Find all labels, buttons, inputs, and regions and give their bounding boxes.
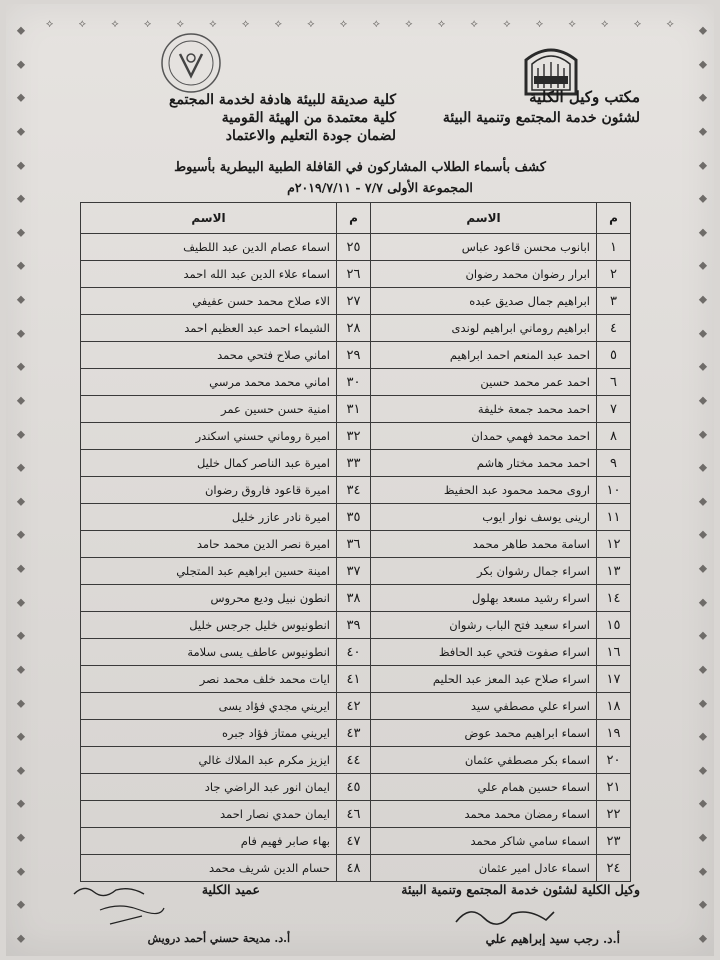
student-name-2: اماني صلاح فتحي محمد: [81, 342, 337, 369]
row-number-1: ٥: [597, 342, 631, 369]
student-name-1: ابانوب محسن قاعود عباس: [371, 234, 597, 261]
table-row: [81, 612, 631, 639]
row-number-2: ٤٠: [337, 639, 371, 666]
top-border-ornament: ⟡ ⟡ ⟡ ⟡ ⟡ ⟡ ⟡ ⟡ ⟡ ⟡ ⟡ ⟡ ⟡ ⟡ ⟡ ⟡ ⟡ ⟡ ⟡ ⟡: [46, 17, 674, 30]
vice-dean-signature-icon: [450, 900, 560, 930]
student-name-2: اماني محمد محمد مرسي: [81, 369, 337, 396]
row-number-1: ٦: [597, 369, 631, 396]
student-name-2: ايريني ممتاز فؤاد جبره: [81, 720, 337, 747]
row-number-2: ٣١: [337, 396, 371, 423]
table-row: [81, 531, 631, 558]
office-header: [430, 88, 640, 126]
document-title: كشف بأسماء الطلاب المشاركون في القافلة الطبية البيطرية بأسيوط: [174, 160, 546, 175]
table-row: [81, 693, 631, 720]
table-row: [81, 450, 631, 477]
row-number-2: ٤٤: [337, 747, 371, 774]
row-number-1: ٤: [597, 315, 631, 342]
table-row: [81, 747, 631, 774]
office-subtitle: لشئون خدمة المجتمع وتنمية البيئة: [442, 110, 640, 126]
student-name-1: اسراء رشيد مسعد بهلول: [371, 585, 597, 612]
table-row: [81, 369, 631, 396]
student-name-1: اسماء بكر مصطفي عثمان: [371, 747, 597, 774]
student-name-1: اسماء ابراهيم محمد عوض: [371, 720, 597, 747]
table-row: [81, 828, 631, 855]
left-border-ornament: ⬥ ⬥ ⬥ ⬥ ⬥ ⬥ ⬥ ⬥ ⬥ ⬥ ⬥ ⬥ ⬥ ⬥ ⬥ ⬥ ⬥ ⬥ ⬥ ⬥ ⬥ ⬥ ⬥ ⬥ ⬥ ⬥ ⬥ ⬥: [16, 23, 26, 945]
table-row: [81, 639, 631, 666]
table-row: [81, 774, 631, 801]
header-name-1: الاسم: [371, 203, 597, 234]
row-number-1: ١٩: [597, 720, 631, 747]
row-number-1: ٢٤: [597, 855, 631, 882]
students-table: [80, 202, 631, 882]
student-name-1: اسراء صلاح عبد المعز عبد الحليم: [371, 666, 597, 693]
student-name-2: اسماء علاء الدين عبد الله احمد: [81, 261, 337, 288]
student-name-2: ايمان حمدي نصار احمد: [81, 801, 337, 828]
row-number-2: ٢٥: [337, 234, 371, 261]
table-row: [81, 585, 631, 612]
table-row: [81, 315, 631, 342]
student-name-1: اسراء جمال رشوان بكر: [371, 558, 597, 585]
row-number-2: ٣٥: [337, 504, 371, 531]
student-name-2: الشيماء احمد عبد العظيم احمد: [81, 315, 337, 342]
row-number-1: ٢٣: [597, 828, 631, 855]
student-name-2: الاء صلاح محمد حسن عفيفي: [81, 288, 337, 315]
student-name-1: اسراء علي مصطفي سيد: [371, 693, 597, 720]
row-number-2: ٣٧: [337, 558, 371, 585]
row-number-2: ٤٥: [337, 774, 371, 801]
vice-dean-title: وكيل الكلية لشئون خدمة المجتمع وتنمية البيئة: [401, 882, 640, 897]
row-number-1: ١١: [597, 504, 631, 531]
student-name-1: احمد محمد مختار هاشم: [371, 450, 597, 477]
row-number-2: ٣٠: [337, 369, 371, 396]
student-name-2: ايات محمد خلف محمد نصر: [81, 666, 337, 693]
student-name-1: احمد عبد المنعم احمد ابراهيم: [371, 342, 597, 369]
table-row: [81, 720, 631, 747]
table-row: [81, 477, 631, 504]
student-name-1: اسماء عادل امير عثمان: [371, 855, 597, 882]
row-number-1: ٢١: [597, 774, 631, 801]
row-number-1: ١٣: [597, 558, 631, 585]
dean-signature-icon: [70, 880, 170, 930]
row-number-1: ٢٠: [597, 747, 631, 774]
student-name-1: اسماء رمضان محمد محمد: [371, 801, 597, 828]
row-number-2: ٣٨: [337, 585, 371, 612]
dean-name: أ.د. مديحة حسني أحمد درويش: [147, 932, 290, 945]
accreditation-line1: كلية معتمدة من الهيئة القومية: [221, 110, 396, 126]
student-name-1: احمد محمد فهمي حمدان: [371, 423, 597, 450]
table-row: [81, 342, 631, 369]
office-title: مكتب وكيل الكلية: [529, 88, 640, 106]
table-row: [81, 855, 631, 882]
row-number-1: ٣: [597, 288, 631, 315]
student-name-1: اسماء حسين همام علي: [371, 774, 597, 801]
row-number-2: ٢٩: [337, 342, 371, 369]
row-number-1: ١٥: [597, 612, 631, 639]
student-name-2: امنية حسن حسين عمر: [81, 396, 337, 423]
table-row: [81, 801, 631, 828]
student-name-2: اميرة روماني حسني اسكندر: [81, 423, 337, 450]
right-border-ornament: ⬥ ⬥ ⬥ ⬥ ⬥ ⬥ ⬥ ⬥ ⬥ ⬥ ⬥ ⬥ ⬥ ⬥ ⬥ ⬥ ⬥ ⬥ ⬥ ⬥ ⬥ ⬥ ⬥ ⬥ ⬥ ⬥ ⬥ ⬥: [698, 23, 708, 945]
student-name-2: ايزيز مكرم عبد الملاك غالي: [81, 747, 337, 774]
header-num-1: م: [597, 203, 631, 234]
table-row: [81, 261, 631, 288]
student-name-2: اميرة عبد الناصر كمال خليل: [81, 450, 337, 477]
row-number-2: ٢٨: [337, 315, 371, 342]
row-number-2: ٣٢: [337, 423, 371, 450]
row-number-2: ٤٣: [337, 720, 371, 747]
student-name-2: انطون نبيل وديع محروس: [81, 585, 337, 612]
student-name-2: اسماء عصام الدين عبد اللطيف: [81, 234, 337, 261]
row-number-2: ٣٣: [337, 450, 371, 477]
row-number-2: ٣٩: [337, 612, 371, 639]
table-row: [81, 396, 631, 423]
student-name-2: بهاء صابر فهيم فام: [81, 828, 337, 855]
student-name-1: احمد عمر محمد حسين: [371, 369, 597, 396]
student-name-1: ابرار رضوان محمد رضوان: [371, 261, 597, 288]
student-name-1: اسراء سعيد فتح الباب رشوان: [371, 612, 597, 639]
vice-dean-name: أ.د. رجب سيد إبراهيم علي: [485, 932, 620, 946]
header-name-2: الاسم: [81, 203, 337, 234]
row-number-1: ٨: [597, 423, 631, 450]
row-number-2: ٤١: [337, 666, 371, 693]
student-name-2: ايريني مجدي فؤاد يسى: [81, 693, 337, 720]
student-name-1: احمد محمد جمعة خليفة: [371, 396, 597, 423]
table-header-row: [81, 203, 631, 234]
row-number-1: ١٤: [597, 585, 631, 612]
table-row: [81, 504, 631, 531]
row-number-2: ٤٢: [337, 693, 371, 720]
student-name-1: اروى محمد محمود عبد الحفيظ: [371, 477, 597, 504]
table-row: [81, 423, 631, 450]
student-name-2: ايمان انور عبد الراضي جاد: [81, 774, 337, 801]
student-name-2: انطونيوس خليل جرجس خليل: [81, 612, 337, 639]
student-name-1: اسماء سامي شاكر محمد: [371, 828, 597, 855]
row-number-1: ١٢: [597, 531, 631, 558]
row-number-1: ١٦: [597, 639, 631, 666]
table-row: [81, 234, 631, 261]
table-row: [81, 558, 631, 585]
row-number-1: ١٠: [597, 477, 631, 504]
student-name-2: انطونيوس عاطف يسى سلامة: [81, 639, 337, 666]
row-number-2: ٣٦: [337, 531, 371, 558]
student-name-1: ابراهيم جمال صديق عبده: [371, 288, 597, 315]
row-number-1: ٧: [597, 396, 631, 423]
student-name-2: اميرة قاعود فاروق رضوان: [81, 477, 337, 504]
college-header: [96, 92, 396, 144]
row-number-2: ٤٦: [337, 801, 371, 828]
student-name-1: اسراء صفوت فتحي عبد الحافظ: [371, 639, 597, 666]
dean-title: عميد الكلية: [201, 882, 260, 897]
eco-college-seal-icon: [160, 32, 222, 94]
accreditation-line2: لضمان جودة التعليم والاعتماد: [225, 128, 396, 144]
college-slogan: كلية صديقة للبيئة هادفة لخدمة المجتمع: [169, 92, 396, 108]
student-name-1: ابراهيم روماني ابراهيم لوندى: [371, 315, 597, 342]
table-row: [81, 288, 631, 315]
row-number-2: ٢٧: [337, 288, 371, 315]
row-number-2: ٤٧: [337, 828, 371, 855]
header-num-2: م: [337, 203, 371, 234]
row-number-1: ١٨: [597, 693, 631, 720]
row-number-1: ١: [597, 234, 631, 261]
row-number-1: ١٧: [597, 666, 631, 693]
document-subtitle: المجموعة الأولى ٧/٧ - ٢٠١٩/٧/١١م: [287, 180, 473, 195]
student-name-1: اسامة محمد طاهر محمد: [371, 531, 597, 558]
student-name-1: ارينى يوسف نوار ايوب: [371, 504, 597, 531]
row-number-2: ٤٨: [337, 855, 371, 882]
student-name-2: اميرة نصر الدين محمد حامد: [81, 531, 337, 558]
student-name-2: حسام الدين شريف محمد: [81, 855, 337, 882]
row-number-1: ٢٢: [597, 801, 631, 828]
student-name-2: اميرة نادر عازر خليل: [81, 504, 337, 531]
row-number-2: ٢٦: [337, 261, 371, 288]
table-row: [81, 666, 631, 693]
row-number-2: ٣٤: [337, 477, 371, 504]
row-number-1: ٩: [597, 450, 631, 477]
row-number-1: ٢: [597, 261, 631, 288]
student-name-2: امينة حسين ابراهيم عبد المتجلي: [81, 558, 337, 585]
